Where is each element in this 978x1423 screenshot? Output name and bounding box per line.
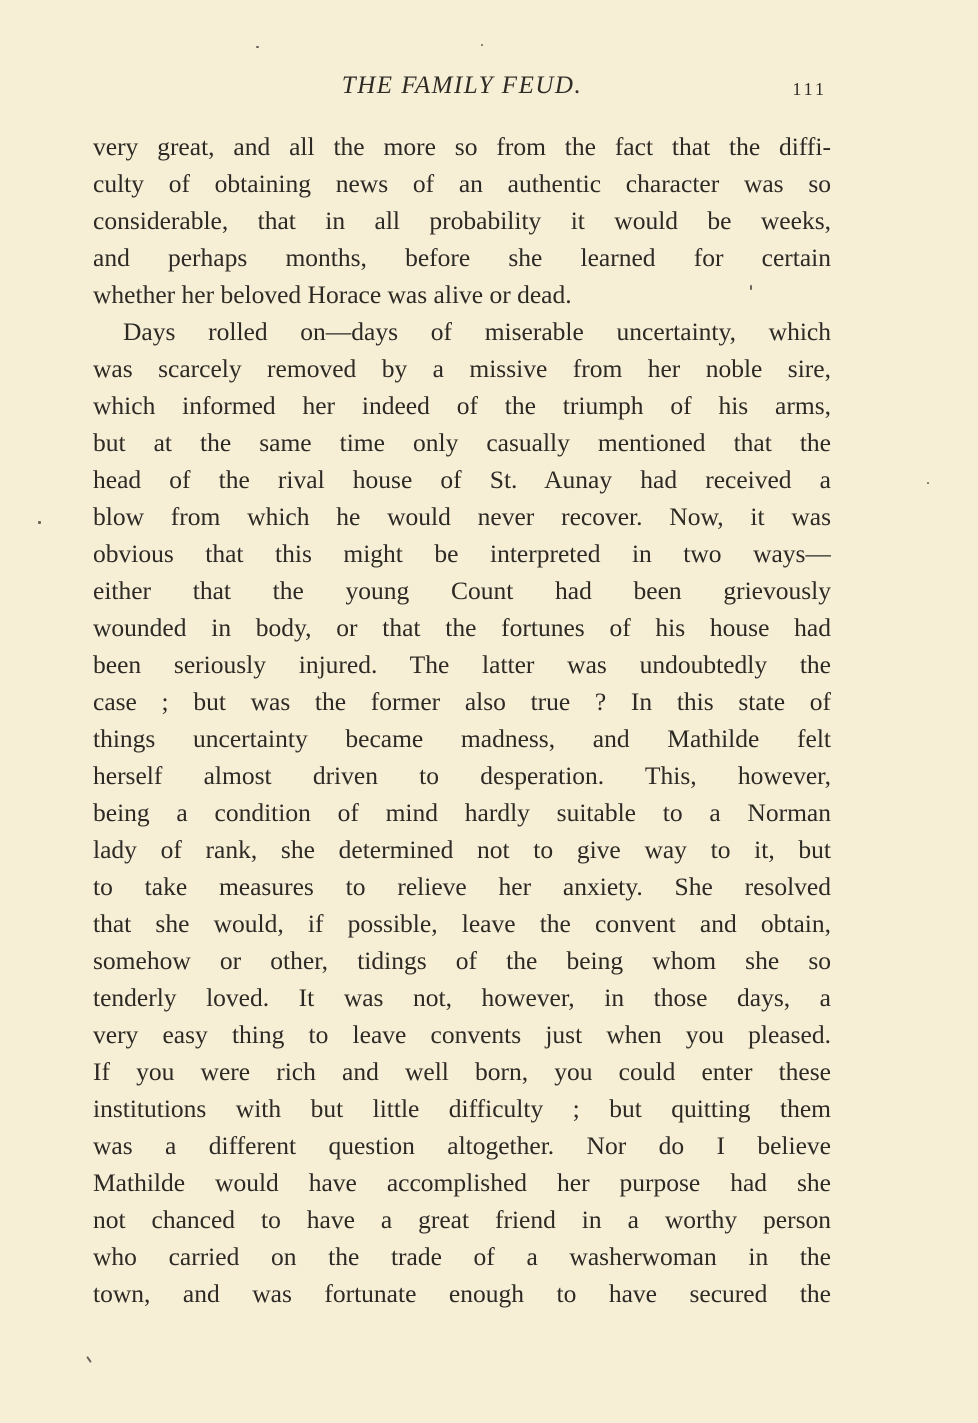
text-line: very great, and all the more so from the fact that the diffi- (93, 132, 831, 161)
text-line: blow from which he would never recover. Now, it was (93, 502, 831, 531)
scan-speck (38, 521, 41, 524)
text-line: which informed her indeed of the triumph of his arms, (93, 391, 831, 420)
running-head (93, 66, 831, 106)
text-line: to take measures to relieve her anxiety. She resolved (93, 872, 831, 901)
running-title: THE FAMILY FEUD. (341, 72, 583, 99)
text-line: and perhaps months, before she learned for certain (93, 243, 831, 272)
text-line: things uncertainty became madness, and Mathilde felt (93, 724, 831, 753)
scan-speck (86, 1356, 92, 1363)
scan-speck (481, 44, 483, 46)
text-line: head of the rival house of St. Aunay had received a (93, 465, 831, 494)
text-line: considerable, that in all probability it would be weeks, (93, 206, 831, 235)
text-line: very easy thing to leave convents just when you pleased. (93, 1020, 831, 1049)
text-line: not chanced to have a great friend in a worthy person (93, 1205, 831, 1234)
text-line: case ; but was the former also true ? In this state of (93, 687, 831, 716)
page-number: 111 (792, 79, 827, 99)
text-line: either that the young Count had been grievously (93, 576, 831, 605)
text-line: wounded in body, or that the fortunes of his house had (93, 613, 831, 642)
text-line: tenderly loved. It was not, however, in those days, a (93, 983, 831, 1012)
text-line: who carried on the trade of a washerwoman in the (93, 1242, 831, 1271)
text-line: but at the same time only casually mentioned that the (93, 428, 831, 457)
text-line: obvious that this might be interpreted in two ways— (93, 539, 831, 568)
scan-speck (927, 482, 929, 484)
paragraph-start-line: Days rolled on—days of miserable uncertainty, which (123, 317, 831, 346)
text-line: Mathilde would have accomplished her purpose had she (93, 1168, 831, 1197)
text-line: somehow or other, tidings of the being whom she so (93, 946, 831, 975)
text-line: herself almost driven to desperation. This, however, (93, 761, 831, 790)
text-line: being a condition of mind hardly suitable to a Norman (93, 798, 831, 827)
text-line: If you were rich and well born, you could enter these (93, 1057, 831, 1086)
text-line: whether her beloved Horace was alive or dead. (93, 280, 572, 309)
text-line: been seriously injured. The latter was undoubtedly the (93, 650, 831, 679)
text-line: culty of obtaining news of an authentic character was so (93, 169, 831, 198)
scan-speck (750, 285, 752, 290)
body-text (93, 128, 831, 1312)
text-line: lady of rank, she determined not to give way to it, but (93, 835, 831, 864)
text-line: institutions with but little difficulty ; but quitting them (93, 1094, 831, 1123)
text-line: that she would, if possible, leave the convent and obtain, (93, 909, 831, 938)
text-line: was scarcely removed by a missive from her noble sire, (93, 354, 831, 383)
text-line: was a different question altogether. Nor do I believe (93, 1131, 831, 1160)
scan-speck (256, 46, 259, 48)
text-line: town, and was fortunate enough to have secured the (93, 1279, 831, 1308)
